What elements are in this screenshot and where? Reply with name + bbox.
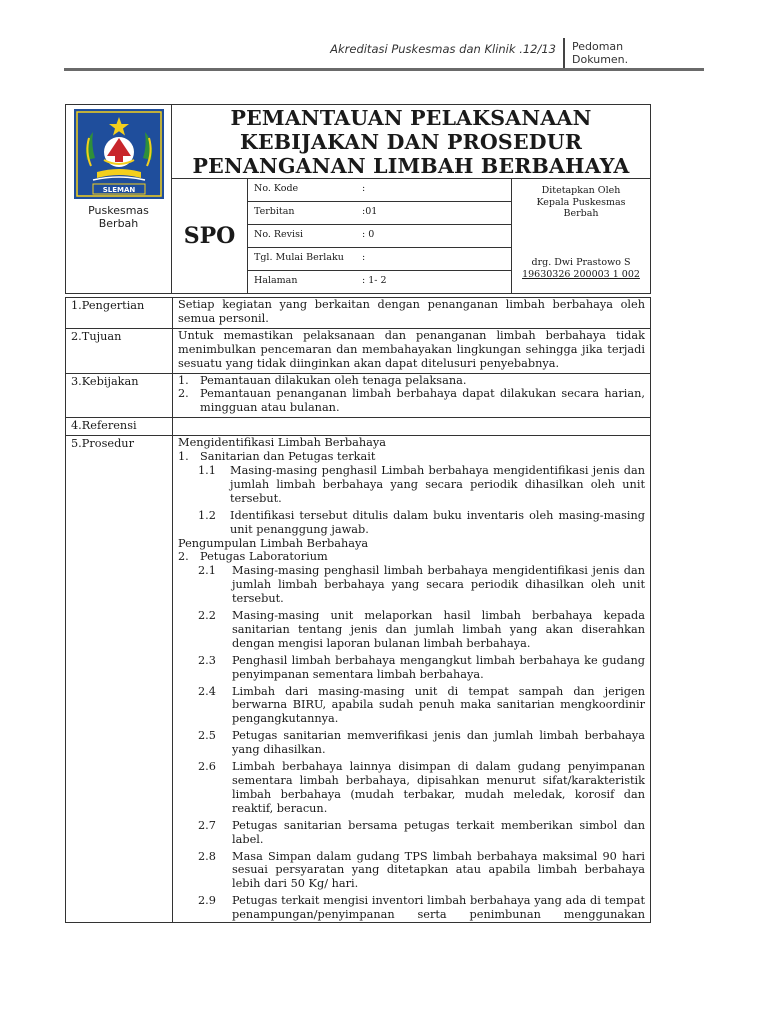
list-item (178, 387, 645, 415)
pedoman-label (572, 40, 628, 66)
list-item (198, 564, 645, 606)
text-kebijakan (173, 373, 651, 418)
meta-value: : 0 (362, 229, 375, 240)
header-divider (563, 38, 565, 68)
item-number: 2.6 (198, 760, 216, 774)
item-number: 1.1 (198, 463, 216, 477)
row-referensi (66, 418, 651, 436)
item-number: 1.2 (198, 508, 216, 522)
list-item (198, 850, 645, 892)
row-pengertian (66, 298, 651, 329)
list-item (198, 729, 645, 757)
label-pengertian: 1.Pengertian (66, 298, 173, 329)
item-number: 2.2 (198, 609, 216, 623)
title-line-1: PEMANTAUAN PELAKSANAAN (230, 106, 592, 130)
signature-line-1: Ditetapkan Oleh (541, 185, 621, 196)
list-item (198, 894, 645, 922)
list-item (178, 374, 645, 388)
spo-header-table (65, 104, 651, 294)
spo-label: SPO (172, 179, 248, 294)
text-tujuan: Untuk memastikan pelaksanaan dan penanganan limbah berbahaya tidak menimbulkan pencemaran dan membahayakan lingkungan sehingga jika terjadi sesuatu yang tidak diinginkan akan dapat ditelusuri penyebabnya. (173, 328, 651, 373)
meta-value: : (362, 252, 366, 263)
item-number: 2.3 (198, 653, 216, 667)
item-text: Masing-masing penghasil limbah berbahaya mengidentifikasi jenis dan jumlah limbah berbahaya yang secara periodik dihasilkan oleh unit tersebut. (232, 564, 645, 606)
label-tujuan: 2.Tujuan (66, 328, 173, 373)
prosedur-heading-1: Mengidentifikasi Limbah Berbahaya (178, 436, 386, 450)
prosedur-heading-2: Pengumpulan Limbah Berbahaya (178, 536, 369, 550)
row-prosedur (66, 436, 651, 923)
item-text: Petugas sanitarian bersama petugas terkait memberikan simbol dan label. (232, 818, 645, 846)
meta-value: :01 (362, 206, 378, 217)
running-header (0, 0, 768, 72)
item-number: 1. (178, 373, 189, 387)
item-number: 2. (178, 550, 189, 564)
title-line-3: PENANGANAN LIMBAH BERBAHAYA (192, 154, 630, 178)
item-text: Petugas sanitarian memverifikasi jenis dan jumlah limbah berbahaya yang dihasilkan. (232, 729, 645, 757)
puskesmas-name (66, 204, 171, 230)
meta-label: Halaman (254, 275, 298, 286)
sleman-emblem-icon (73, 108, 165, 200)
meta-row-revisi (248, 225, 511, 248)
signatory-name: drg. Dwi Prastowo S (531, 257, 631, 268)
pedoman-line-1: Pedoman (572, 40, 624, 53)
meta-value: : 1- 2 (362, 275, 387, 286)
item-number: 2.1 (198, 564, 216, 578)
item-number: 2.4 (198, 684, 216, 698)
text-pengertian: Setiap kegiatan yang berkaitan dengan penanganan limbah berbahaya oleh semua personil. (173, 298, 651, 329)
meta-value: : (362, 183, 366, 194)
item-text: Sanitarian dan Petugas terkait (200, 450, 376, 464)
item-text: Masa Simpan dalam gudang TPS limbah berbahaya maksimal 90 hari sesuai persyaratan yang ditetapkan atau apabila limbah berbahaya lebih dari 50 Kg/ hari. (232, 849, 645, 891)
list-item (198, 464, 645, 506)
text-referensi (173, 418, 651, 436)
item-number: 2.8 (198, 849, 216, 863)
label-kebijakan: 3.Kebijakan (66, 373, 173, 418)
signature-line-3: Berbah (563, 208, 599, 219)
signature-block (512, 179, 651, 294)
puskesmas-name-line-2: Berbah (98, 217, 139, 230)
list-item (198, 760, 645, 816)
meta-row-tanggal (248, 248, 511, 271)
text-prosedur (173, 436, 651, 923)
item-text: Petugas Laboratorium (200, 550, 328, 564)
item-text: Masing-masing penghasil Limbah berbahaya mengidentifikasi jenis dan jumlah limbah berbahaya yang secara periodik dihasilkan oleh unit tersebut. (230, 463, 645, 505)
meta-label: No. Kode (254, 183, 299, 194)
item-number: 1. (178, 450, 189, 464)
document-title (172, 106, 650, 178)
pedoman-line-2: Dokumen. (572, 53, 629, 66)
spo-content-table (65, 297, 651, 923)
document-meta (248, 179, 512, 294)
list-item (198, 609, 645, 651)
item-text: Identifikasi tersebut ditulis dalam buku inventaris oleh masing-masing unit penanggung jawab. (230, 508, 645, 536)
row-tujuan (66, 328, 651, 373)
item-number: 2.7 (198, 818, 216, 832)
meta-row-halaman (248, 271, 511, 293)
label-prosedur: 5.Prosedur (66, 436, 173, 923)
item-text: Pemantauan dilakukan oleh tenaga pelaksana. (200, 373, 467, 387)
label-referensi: 4.Referensi (66, 418, 173, 436)
puskesmas-name-line-1: Puskesmas (88, 204, 149, 217)
meta-row-terbitan (248, 202, 511, 225)
list-item (178, 450, 645, 464)
item-text: Masing-masing unit melaporkan hasil limbah berbahaya kepada sanitarian tentang jenis dan jumlah limbah yang akan diserahkan dengan mengisi laporan bulanan limbah berbahaya. (232, 609, 645, 650)
list-item (198, 819, 645, 847)
accreditation-label: Akreditasi Puskesmas dan Klinik .12/13 (330, 42, 556, 56)
list-item (198, 654, 645, 682)
item-text: Penghasil limbah berbahaya mengangkut limbah berbahaya ke gudang penyimpanan sementara limbah berbahaya. (232, 653, 645, 681)
title-line-2: KEBIJAKAN DAN PROSEDUR (239, 130, 583, 154)
header-rule (64, 68, 704, 71)
item-number: 2. (178, 387, 189, 401)
item-number: 2.9 (198, 894, 216, 908)
row-kebijakan (66, 373, 651, 418)
meta-label: Tgl. Mulai Berlaku (254, 252, 344, 263)
item-text: Limbah berbahaya lainnya disimpan di dalam gudang penyimpanan sementara limbah berbahaya, dipisahkan menurut sifat/karakteristik limbah berbahaya (mudah terbakar, mudah meledak, korosif dan reaktif, beracun. (232, 760, 645, 815)
meta-label: No. Revisi (254, 229, 303, 240)
list-item (198, 685, 645, 727)
item-text: Limbah dari masing-masing unit di tempat sampah dan jerigen berwarna BIRU, apabila sudah penuh maka sanitarian mengkoordinir pengangkutannya. (232, 684, 645, 726)
meta-label: Terbitan (254, 206, 295, 217)
list-item (178, 550, 645, 564)
item-number: 2.5 (198, 729, 216, 743)
item-text: Pemantauan penanganan limbah berbahaya dapat dilakukan secara harian, mingguan atau bulanan. (200, 387, 645, 415)
document-title-cell (172, 105, 651, 179)
logo-cell (66, 105, 172, 294)
signatory-nip: 19630326 200003 1 002 (522, 268, 640, 280)
list-item (198, 509, 645, 537)
signature-line-2: Kepala Puskesmas (536, 196, 626, 208)
emblem-text: SLEMAN (102, 186, 135, 194)
item-text: Petugas terkait mengisi inventori limbah berbahaya yang ada di tempat penampungan/penyimpanan serta penimbunan menggunakan (232, 894, 645, 922)
meta-row-kode (248, 179, 511, 202)
